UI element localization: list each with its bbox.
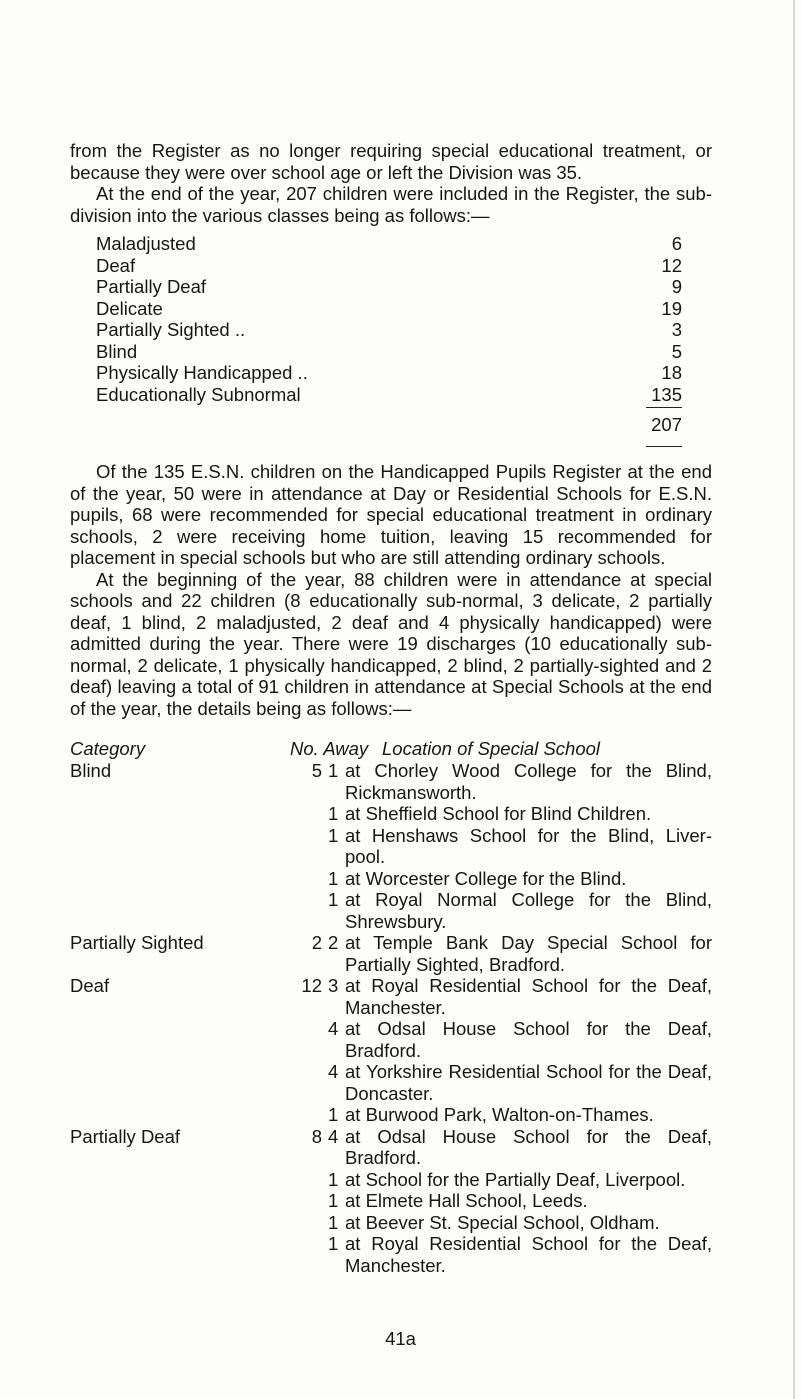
group-deaf [70, 975, 712, 1126]
location-entry [328, 803, 712, 825]
header-location: Location of Special School [382, 738, 601, 759]
entry-count: 1 [328, 1168, 339, 1190]
entry-text: at Worcester College for the Blind. [345, 867, 627, 889]
entry-text: at Temple Bank Day Special School for Partially Sighted, Bradford. [345, 932, 712, 975]
category-label: Educationally Subnormal [96, 383, 301, 405]
total-rule-bottom [646, 446, 682, 447]
category-value: 135 [651, 383, 682, 405]
category-value: 9 [671, 276, 682, 297]
category-total [96, 405, 682, 449]
entry-count: 2 [328, 932, 339, 953]
location-entry [328, 1169, 712, 1191]
entry-text: at Royal Residential School for the Deaf, Manchester. [345, 1233, 712, 1276]
category-value: 18 [661, 362, 682, 383]
entry-text: at Henshaws School for the Blind, Liver-pool. [345, 824, 712, 867]
category-value: 6 [671, 233, 682, 254]
header-category: Category [70, 738, 146, 759]
group-partially-sighted [70, 932, 712, 975]
page-number: 41a [385, 1328, 416, 1349]
category-table [96, 233, 682, 449]
entry-count: 4 [328, 1125, 339, 1147]
location-entry [328, 932, 712, 975]
document-page [70, 140, 712, 1276]
group-category: Blind [70, 760, 112, 781]
total-value: 207 [651, 414, 682, 435]
location-entry [328, 889, 712, 932]
entry-count: 4 [328, 1061, 339, 1082]
category-label: Partially Sighted .. [96, 319, 246, 340]
category-label: Blind [96, 340, 138, 362]
location-entry [328, 1126, 712, 1169]
total-rule-top [646, 407, 682, 408]
intro-paragraph: from the Register as no longer requiring special educational treatment, or because they were over school age or left the Division was 35. [70, 140, 712, 183]
category-value: 3 [671, 319, 682, 340]
group-locations [328, 975, 712, 1126]
category-row [96, 362, 682, 384]
esn-paragraph: Of the 135 E.S.N. children on the Handicapped Pupils Register at the end of the year, 50 were in attendance at Day or Residential Schools for E.S.N. pupils, 68 were recommended for special educational treatment in ordinary schools, 2 were receiving home tuition, leaving 15 recommended for placement in special schools but who are still attending ordinary schools. [70, 461, 712, 568]
category-row [96, 319, 682, 341]
group-locations [328, 932, 712, 975]
location-entry [328, 868, 712, 890]
category-row [96, 298, 682, 320]
entry-count: 1 [328, 1104, 339, 1125]
entry-text: at Chorley Wood College for the Blind, Rickmansworth. [345, 760, 712, 803]
entry-text: at Royal Normal College for the Blind, Shrewsbury. [345, 889, 712, 932]
category-value: 12 [661, 254, 682, 276]
entry-count: 1 [328, 1190, 339, 1211]
entry-text: at Sheffield School for Blind Children. [345, 803, 652, 824]
category-row [96, 341, 682, 363]
group-count: 2 [311, 932, 322, 953]
entry-count: 3 [328, 975, 339, 996]
location-entry [328, 760, 712, 803]
group-count: 5 [311, 760, 322, 781]
category-value: 19 [661, 297, 682, 319]
table-header [70, 738, 712, 760]
page-edge-shadow [793, 0, 795, 1399]
location-entry [328, 1233, 712, 1276]
location-entry [328, 1190, 712, 1212]
entry-count: 1 [328, 1211, 339, 1233]
entry-text: at Elmete Hall School, Leeds. [345, 1190, 588, 1211]
category-value: 5 [671, 340, 682, 362]
group-category: Partially Deaf [70, 1125, 181, 1147]
category-row [96, 255, 682, 277]
entry-text: at Burwood Park, Walton-on-Thames. [345, 1104, 654, 1125]
group-partially-deaf [70, 1126, 712, 1277]
location-entry [328, 1018, 712, 1061]
entry-text: at Beever St. Special School, Oldham. [345, 1211, 660, 1233]
group-category: Partially Sighted [70, 932, 204, 953]
category-label: Deaf [96, 254, 136, 276]
entry-text: at Odsal House School for the Deaf, Bradford. [345, 1018, 712, 1061]
entry-count: 1 [328, 824, 339, 846]
entry-text: at Odsal House School for the Deaf, Bradford. [345, 1125, 712, 1168]
category-label: Physically Handicapped .. [96, 362, 308, 383]
category-label: Delicate [96, 297, 163, 319]
group-count: 12 [301, 975, 322, 996]
register-paragraph: At the end of the year, 207 children were included in the Register, the sub-division into the various classes being as follows:— [70, 183, 712, 226]
entry-text: at Yorkshire Residential School for the Deaf, Doncaster. [345, 1061, 712, 1104]
category-row [96, 384, 682, 406]
location-entry [328, 1061, 712, 1104]
header-number: No. Away [290, 738, 369, 759]
category-row [96, 276, 682, 298]
group-blind [70, 760, 712, 932]
location-entry [328, 1104, 712, 1126]
group-category: Deaf [70, 975, 110, 996]
special-schools-table [70, 738, 712, 1276]
entry-count: 1 [328, 803, 339, 824]
entry-count: 1 [328, 760, 339, 781]
category-label: Partially Deaf [96, 276, 207, 297]
entry-text: at School for the Partially Deaf, Liverpool. [345, 1168, 686, 1190]
category-row [96, 233, 682, 255]
category-label: Maladjusted [96, 233, 196, 254]
entry-count: 1 [328, 889, 339, 910]
entry-count: 1 [328, 867, 339, 889]
group-locations [328, 760, 712, 932]
attendance-paragraph: At the beginning of the year, 88 children were in attendance at special schools and 22 children (8 educationally sub-normal, 3 delicate, 2 partially deaf, 1 blind, 2 maladjusted, 2 deaf and 4 physically handicapped) were admitted during the year. There were 19 discharges (10 educationally sub-normal, 2 delicate, 1 physically handicapped, 2 blind, 2 partially-sighted and 2 deaf) leaving a total of 91 children in attendance at Special Schools at the end of the year, the details being as follows:— [70, 568, 712, 719]
entry-count: 1 [328, 1233, 339, 1254]
entry-text: at Royal Residential School for the Deaf, Manchester. [345, 975, 712, 1018]
location-entry [328, 975, 712, 1018]
location-entry [328, 825, 712, 868]
group-locations [328, 1126, 712, 1277]
group-count: 8 [311, 1125, 322, 1147]
entry-count: 4 [328, 1018, 339, 1039]
location-entry [328, 1212, 712, 1234]
